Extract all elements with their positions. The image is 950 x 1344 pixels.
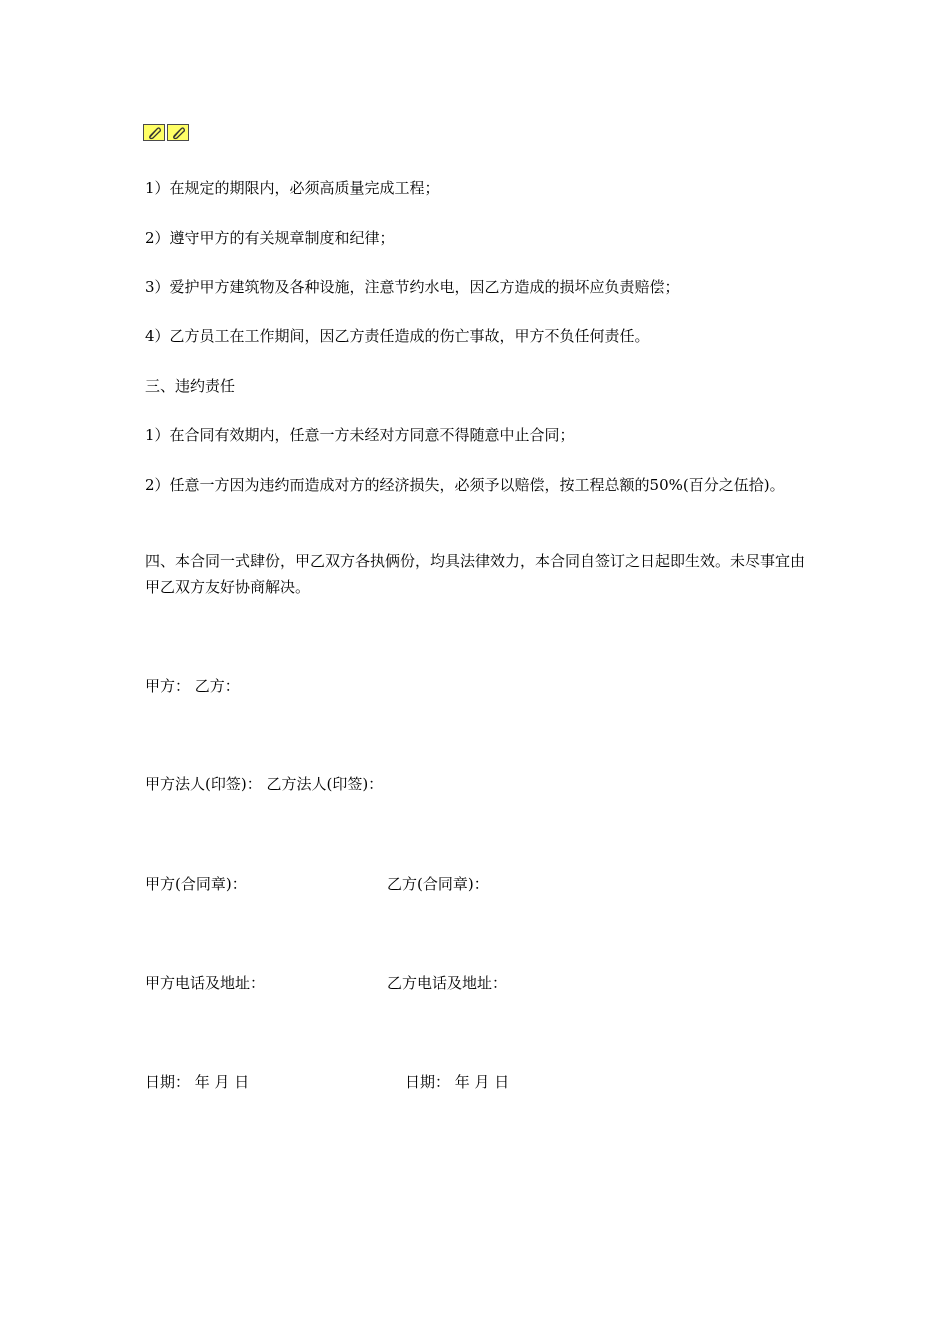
obligation-item-1: 1）在规定的期限内，必须高质量完成工程； <box>145 179 440 197</box>
date-b-label: 日期： 年 月 日 <box>405 1073 510 1091</box>
breach-item-1: 1）在合同有效期内，任意一方未经对方同意不得随意中止合同； <box>145 426 575 444</box>
section-3-heading: 三、违约责任 <box>145 377 236 395</box>
obligation-item-4: 4）乙方员工在工作期间，因乙方责任造成的伤亡事故，甲方不负任何责任。 <box>145 327 650 345</box>
breach-item-2: 2）任意一方因为违约而造成对方的经济损失，必须予以赔偿，按工程总额的50%(百分之伍拾)。 <box>145 476 785 494</box>
clip-icon[interactable] <box>167 124 189 141</box>
seal-b-label: 乙方(合同章)： <box>387 875 489 893</box>
clip-icon[interactable] <box>143 124 165 141</box>
legal-rep-line: 甲方法人(印签)： 乙方法人(印签)： <box>145 775 384 793</box>
attachment-icons <box>143 124 189 141</box>
contact-a-label: 甲方电话及地址： <box>145 974 266 992</box>
section-4-paragraph: 四、本合同一式肆份，甲乙双方各执俩份，均具法律效力，本合同自签订之日起即生效。未尽事宜由甲乙双方友好协商解决。 <box>145 552 806 596</box>
obligation-item-2: 2）遵守甲方的有关规章制度和纪律； <box>145 229 395 247</box>
seal-a-label: 甲方(合同章)： <box>145 875 247 893</box>
obligation-item-3: 3）爱护甲方建筑物及各种设施，注意节约水电，因乙方造成的损坏应负责赔偿； <box>145 278 680 296</box>
date-a-label: 日期： 年 月 日 <box>145 1073 250 1091</box>
contact-b-label: 乙方电话及地址： <box>387 974 508 992</box>
parties-line: 甲方： 乙方： <box>145 677 240 695</box>
